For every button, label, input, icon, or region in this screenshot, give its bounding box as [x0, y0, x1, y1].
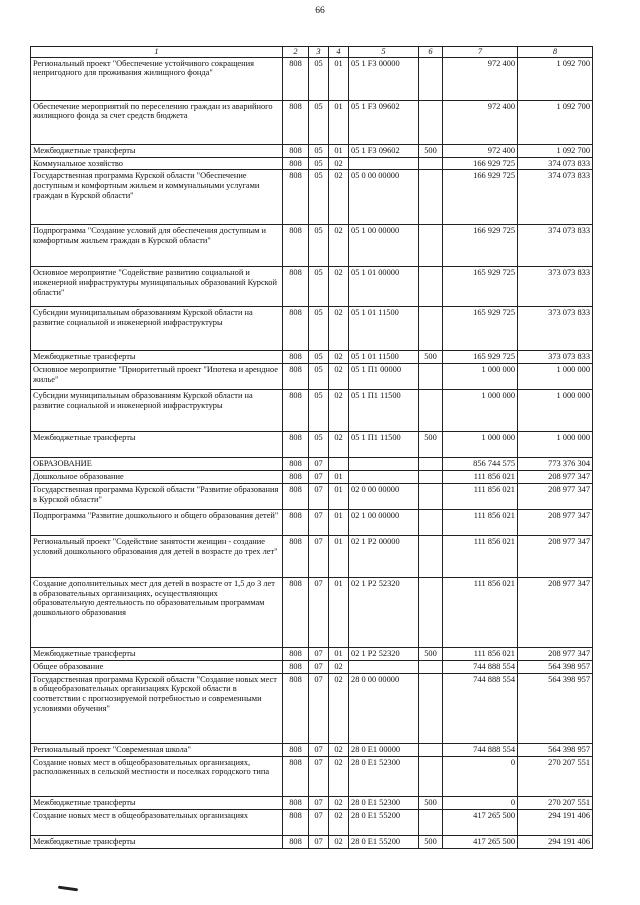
subsection-code: 01	[329, 144, 349, 157]
amount-year-1: 744 888 554	[443, 660, 518, 673]
amount-year-1: 0	[443, 756, 518, 796]
amount-year-2: 373 073 833	[518, 351, 593, 364]
column-number: 6	[419, 47, 443, 58]
subsection-code: 02	[329, 432, 349, 458]
target-article-code: 02 1 P2 00000	[349, 535, 419, 577]
subsection-code: 02	[329, 351, 349, 364]
column-number: 8	[518, 47, 593, 58]
row-name: Государственная программа Курской области "Развитие образования в Курской области"	[31, 483, 283, 509]
target-article-code: 02 1 P2 52320	[349, 577, 419, 647]
amount-year-2: 208 977 347	[518, 647, 593, 660]
table-row	[31, 458, 593, 471]
row-name: Подпрограмма "Создание условий для обеспечения доступным и комфортным жильем граждан в Курской области"	[31, 225, 283, 267]
section-code: 05	[309, 157, 329, 170]
amount-year-2: 270 207 551	[518, 756, 593, 796]
section-code: 07	[309, 577, 329, 647]
section-code: 07	[309, 756, 329, 796]
section-code: 05	[309, 225, 329, 267]
table-row	[31, 509, 593, 535]
section-code: 07	[309, 647, 329, 660]
amount-year-1: 111 856 021	[443, 577, 518, 647]
amount-year-1: 165 929 725	[443, 351, 518, 364]
table-row	[31, 307, 593, 351]
ministry-code: 808	[283, 225, 309, 267]
row-name: Подпрограмма "Развитие дошкольного и общего образования детей"	[31, 509, 283, 535]
amount-year-2: 208 977 347	[518, 471, 593, 484]
target-article-code: 05 1 F3 00000	[349, 57, 419, 100]
subsection-code: 02	[329, 390, 349, 432]
expense-type-code	[419, 673, 443, 743]
table-row	[31, 170, 593, 225]
row-name: Региональный проект "Современная школа"	[31, 743, 283, 756]
subsection-code: 02	[329, 170, 349, 225]
subsection-code: 02	[329, 660, 349, 673]
ministry-code: 808	[283, 647, 309, 660]
column-number: 4	[329, 47, 349, 58]
row-name: ОБРАЗОВАНИЕ	[31, 458, 283, 471]
column-number-row	[31, 47, 593, 58]
ministry-code: 808	[283, 458, 309, 471]
row-name: Межбюджетные трансферты	[31, 432, 283, 458]
ministry-code: 808	[283, 307, 309, 351]
target-article-code: 05 1 00 00000	[349, 225, 419, 267]
ministry-code: 808	[283, 660, 309, 673]
section-code: 07	[309, 796, 329, 809]
target-article-code: 28 0 E1 52300	[349, 796, 419, 809]
amount-year-1: 166 929 725	[443, 225, 518, 267]
amount-year-2: 1 000 000	[518, 432, 593, 458]
ministry-code: 808	[283, 390, 309, 432]
ministry-code: 808	[283, 267, 309, 307]
subsection-code: 01	[329, 483, 349, 509]
ministry-code: 808	[283, 144, 309, 157]
row-name: Межбюджетные трансферты	[31, 647, 283, 660]
amount-year-2: 208 977 347	[518, 483, 593, 509]
ministry-code: 808	[283, 535, 309, 577]
target-article-code: 28 0 00 00000	[349, 673, 419, 743]
table-row	[31, 535, 593, 577]
column-number: 3	[309, 47, 329, 58]
amount-year-2: 374 073 833	[518, 225, 593, 267]
subsection-code: 01	[329, 577, 349, 647]
expense-type-code	[419, 756, 443, 796]
pen-mark	[58, 886, 78, 892]
table-row	[31, 835, 593, 848]
target-article-code: 05 1 П1 00000	[349, 364, 419, 390]
target-article-code	[349, 458, 419, 471]
ministry-code: 808	[283, 743, 309, 756]
amount-year-2: 270 207 551	[518, 796, 593, 809]
section-code: 05	[309, 57, 329, 100]
expense-type-code: 500	[419, 835, 443, 848]
row-name: Коммунальное хозяйство	[31, 157, 283, 170]
target-article-code	[349, 471, 419, 484]
amount-year-2: 208 977 347	[518, 509, 593, 535]
target-article-code: 05 1 01 11500	[349, 307, 419, 351]
row-name: Создание новых мест в общеобразовательных организациях, расположенных в сельской местности и поселках городского типа	[31, 756, 283, 796]
column-number: 7	[443, 47, 518, 58]
ministry-code: 808	[283, 796, 309, 809]
amount-year-2: 1 000 000	[518, 390, 593, 432]
table-row	[31, 267, 593, 307]
ministry-code: 808	[283, 835, 309, 848]
expense-type-code	[419, 267, 443, 307]
subsection-code: 02	[329, 796, 349, 809]
table-row	[31, 57, 593, 100]
amount-year-2: 294 191 406	[518, 809, 593, 835]
amount-year-2: 1 092 700	[518, 57, 593, 100]
amount-year-2: 208 977 347	[518, 577, 593, 647]
subsection-code: 02	[329, 756, 349, 796]
row-name: Создание дополнительных мест для детей в возрасте от 1,5 до 3 лет в образовательных организациях, осуществляющих образовательную деятельность по образовательным программам дошкольного образования	[31, 577, 283, 647]
amount-year-1: 111 856 021	[443, 471, 518, 484]
expense-type-code	[419, 390, 443, 432]
section-code: 07	[309, 535, 329, 577]
subsection-code: 02	[329, 307, 349, 351]
target-article-code: 05 0 00 00000	[349, 170, 419, 225]
section-code: 05	[309, 307, 329, 351]
budget-table	[30, 46, 593, 849]
section-code: 07	[309, 458, 329, 471]
expense-type-code	[419, 809, 443, 835]
target-article-code: 02 0 00 00000	[349, 483, 419, 509]
expense-type-code	[419, 170, 443, 225]
amount-year-1: 1 000 000	[443, 432, 518, 458]
table-row	[31, 100, 593, 144]
amount-year-1: 111 856 021	[443, 509, 518, 535]
target-article-code: 02 1 00 00000	[349, 509, 419, 535]
row-name: Создание новых мест в общеобразовательных организациях	[31, 809, 283, 835]
amount-year-1: 744 888 554	[443, 743, 518, 756]
row-name: Общее образование	[31, 660, 283, 673]
row-name: Межбюджетные трансферты	[31, 144, 283, 157]
amount-year-1: 165 929 725	[443, 267, 518, 307]
subsection-code: 01	[329, 535, 349, 577]
amount-year-1: 744 888 554	[443, 673, 518, 743]
table-row	[31, 483, 593, 509]
expense-type-code	[419, 471, 443, 484]
subsection-code: 02	[329, 225, 349, 267]
column-number: 2	[283, 47, 309, 58]
table-row	[31, 577, 593, 647]
amount-year-1: 417 265 500	[443, 809, 518, 835]
ministry-code: 808	[283, 170, 309, 225]
column-number: 5	[349, 47, 419, 58]
section-code: 05	[309, 170, 329, 225]
amount-year-2: 373 073 833	[518, 307, 593, 351]
ministry-code: 808	[283, 673, 309, 743]
table-row	[31, 364, 593, 390]
table-row	[31, 809, 593, 835]
target-article-code: 28 0 E1 55200	[349, 809, 419, 835]
amount-year-2: 1 092 700	[518, 100, 593, 144]
subsection-code: 02	[329, 267, 349, 307]
table-row	[31, 157, 593, 170]
ministry-code: 808	[283, 57, 309, 100]
target-article-code: 05 1 П1 11500	[349, 390, 419, 432]
subsection-code: 01	[329, 509, 349, 535]
amount-year-1: 166 929 725	[443, 170, 518, 225]
section-code: 05	[309, 351, 329, 364]
ministry-code: 808	[283, 577, 309, 647]
section-code: 05	[309, 432, 329, 458]
expense-type-code: 500	[419, 647, 443, 660]
amount-year-1: 111 856 021	[443, 483, 518, 509]
ministry-code: 808	[283, 364, 309, 390]
target-article-code: 28 0 E1 52300	[349, 756, 419, 796]
ministry-code: 808	[283, 756, 309, 796]
subsection-code: 02	[329, 157, 349, 170]
table-row	[31, 673, 593, 743]
target-article-code: 05 1 F3 09602	[349, 100, 419, 144]
subsection-code: 01	[329, 471, 349, 484]
expense-type-code	[419, 57, 443, 100]
amount-year-1: 165 929 725	[443, 307, 518, 351]
section-code: 07	[309, 673, 329, 743]
subsection-code: 02	[329, 835, 349, 848]
target-article-code: 28 0 E1 55200	[349, 835, 419, 848]
amount-year-1: 856 744 575	[443, 458, 518, 471]
subsection-code: 02	[329, 673, 349, 743]
row-name: Субсидии муниципальным образованиям Курской области на развитие социальной и инженерной инфраструктуры	[31, 307, 283, 351]
ministry-code: 808	[283, 509, 309, 535]
row-name: Обеспечение мероприятий по переселению граждан из аварийного жилищного фонда за счет средств бюджета	[31, 100, 283, 144]
expense-type-code	[419, 364, 443, 390]
subsection-code: 02	[329, 809, 349, 835]
expense-type-code: 500	[419, 432, 443, 458]
page-number: 66	[315, 6, 325, 16]
amount-year-1: 0	[443, 796, 518, 809]
amount-year-2: 374 073 833	[518, 170, 593, 225]
amount-year-2: 208 977 347	[518, 535, 593, 577]
row-name: Межбюджетные трансферты	[31, 796, 283, 809]
section-code: 07	[309, 471, 329, 484]
amount-year-1: 166 929 725	[443, 157, 518, 170]
section-code: 07	[309, 809, 329, 835]
table-row	[31, 144, 593, 157]
expense-type-code	[419, 743, 443, 756]
amount-year-1: 1 000 000	[443, 390, 518, 432]
target-article-code: 05 1 F3 09602	[349, 144, 419, 157]
target-article-code: 05 1 01 00000	[349, 267, 419, 307]
expense-type-code	[419, 225, 443, 267]
section-code: 05	[309, 144, 329, 157]
section-code: 05	[309, 100, 329, 144]
ministry-code: 808	[283, 471, 309, 484]
section-code: 05	[309, 364, 329, 390]
row-name: Региональный проект "Содействие занятости женщин - создание условий дошкольного образования для детей в возрасте до трех лет"	[31, 535, 283, 577]
amount-year-2: 564 398 957	[518, 743, 593, 756]
target-article-code	[349, 157, 419, 170]
amount-year-1: 972 400	[443, 100, 518, 144]
row-name: Основное мероприятие "Содействие развитию социальной и инженерной инфраструктуры муниципальных образований Курской области"	[31, 267, 283, 307]
expense-type-code: 500	[419, 144, 443, 157]
target-article-code	[349, 660, 419, 673]
table-row	[31, 743, 593, 756]
ministry-code: 808	[283, 351, 309, 364]
table-row	[31, 647, 593, 660]
subsection-code: 02	[329, 364, 349, 390]
ministry-code: 808	[283, 483, 309, 509]
expense-type-code	[419, 307, 443, 351]
amount-year-2: 1 092 700	[518, 144, 593, 157]
column-number: 1	[31, 47, 283, 58]
subsection-code	[329, 458, 349, 471]
expense-type-code	[419, 535, 443, 577]
section-code: 05	[309, 267, 329, 307]
table-row	[31, 432, 593, 458]
expense-type-code	[419, 483, 443, 509]
amount-year-2: 564 398 957	[518, 660, 593, 673]
table-row	[31, 351, 593, 364]
ministry-code: 808	[283, 157, 309, 170]
amount-year-2: 374 073 833	[518, 157, 593, 170]
section-code: 07	[309, 509, 329, 535]
expense-type-code	[419, 660, 443, 673]
subsection-code: 01	[329, 57, 349, 100]
row-name: Государственная программа Курской области "Обеспечение доступным и комфортным жильем и коммунальными услугами граждан в Курской области"	[31, 170, 283, 225]
table-row	[31, 660, 593, 673]
section-code: 07	[309, 835, 329, 848]
expense-type-code	[419, 100, 443, 144]
amount-year-1: 111 856 021	[443, 535, 518, 577]
row-name: Государственная программа Курской области "Создание новых мест в общеобразовательных организациях Курской области в соответствии с прогнозируемой потребностью и современными условиями обучения"	[31, 673, 283, 743]
table-row	[31, 471, 593, 484]
row-name: Межбюджетные трансферты	[31, 351, 283, 364]
target-article-code: 28 0 E1 00000	[349, 743, 419, 756]
section-code: 07	[309, 660, 329, 673]
section-code: 07	[309, 743, 329, 756]
table-row	[31, 796, 593, 809]
row-name: Основное мероприятие "Приоритетный проект "Ипотека и арендное жилье"	[31, 364, 283, 390]
target-article-code: 02 1 P2 52320	[349, 647, 419, 660]
target-article-code: 05 1 01 11500	[349, 351, 419, 364]
amount-year-2: 1 000 000	[518, 364, 593, 390]
row-name: Дошкольное образование	[31, 471, 283, 484]
ministry-code: 808	[283, 809, 309, 835]
amount-year-1: 972 400	[443, 57, 518, 100]
table-row	[31, 225, 593, 267]
section-code: 05	[309, 390, 329, 432]
amount-year-1: 111 856 021	[443, 647, 518, 660]
section-code: 07	[309, 483, 329, 509]
ministry-code: 808	[283, 432, 309, 458]
row-name: Субсидии муниципальным образованиям Курской области на развитие социальной и инженерной инфраструктуры	[31, 390, 283, 432]
expense-type-code	[419, 458, 443, 471]
expense-type-code: 500	[419, 351, 443, 364]
amount-year-2: 773 376 304	[518, 458, 593, 471]
expense-type-code	[419, 509, 443, 535]
subsection-code: 01	[329, 647, 349, 660]
subsection-code: 01	[329, 100, 349, 144]
expense-type-code: 500	[419, 796, 443, 809]
table-row	[31, 390, 593, 432]
expense-type-code	[419, 157, 443, 170]
amount-year-1: 972 400	[443, 144, 518, 157]
amount-year-2: 294 191 406	[518, 835, 593, 848]
subsection-code: 02	[329, 743, 349, 756]
target-article-code: 05 1 П1 11500	[349, 432, 419, 458]
amount-year-1: 1 000 000	[443, 364, 518, 390]
expense-type-code	[419, 577, 443, 647]
ministry-code: 808	[283, 100, 309, 144]
table-row	[31, 756, 593, 796]
amount-year-1: 417 265 500	[443, 835, 518, 848]
amount-year-2: 564 398 957	[518, 673, 593, 743]
row-name: Региональный проект "Обеспечение устойчивого сокращения непригодного для проживания жилищного фонда"	[31, 57, 283, 100]
row-name: Межбюджетные трансферты	[31, 835, 283, 848]
amount-year-2: 373 073 833	[518, 267, 593, 307]
